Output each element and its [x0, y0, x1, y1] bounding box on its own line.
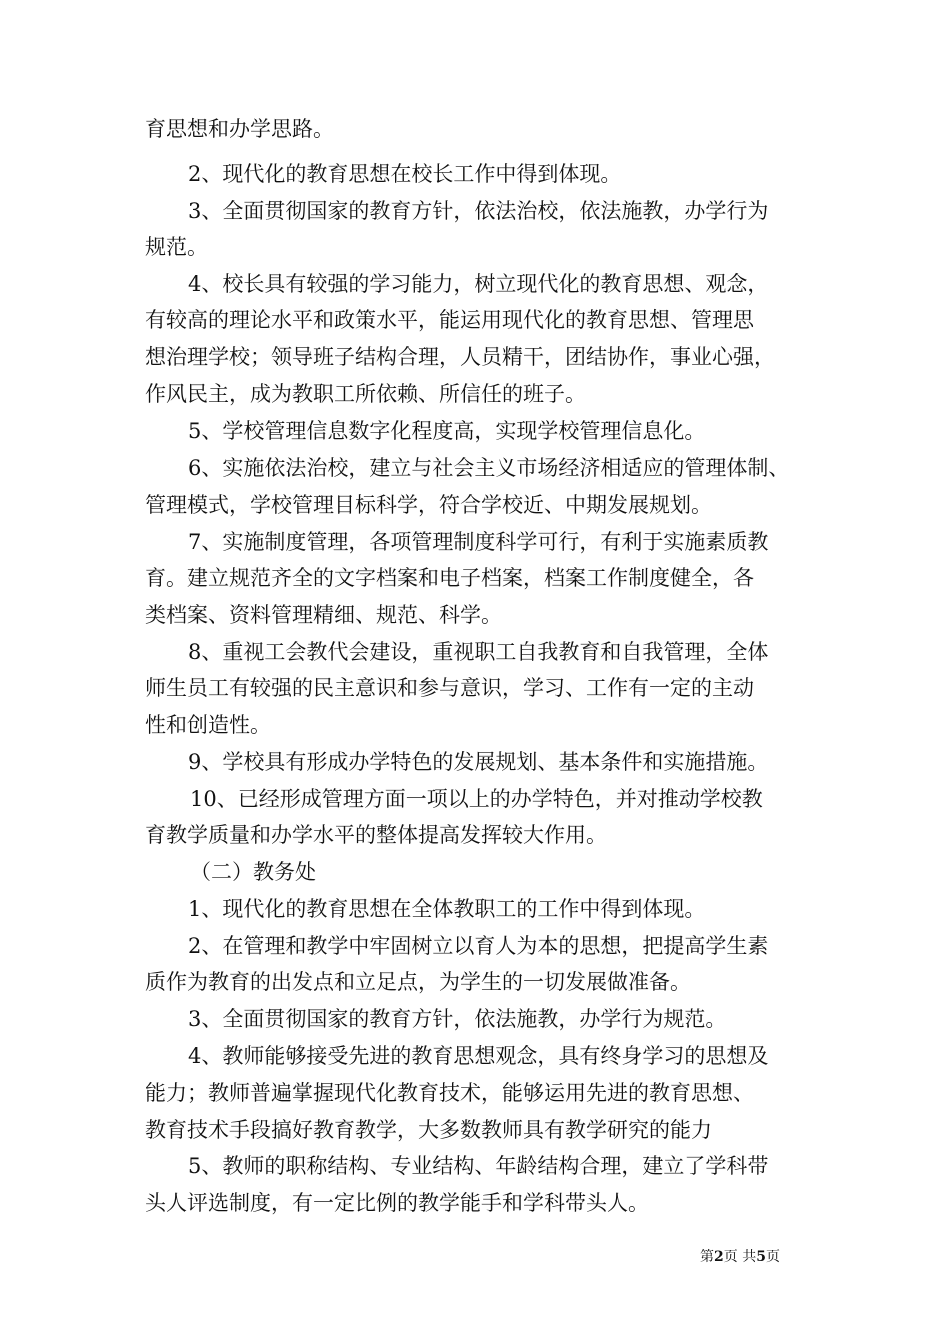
text-line: 6、实施依法治校，建立与社会主义市场经济相适应的管理体制、: [188, 456, 790, 480]
text-line: 教育技术手段搞好教育教学，大多数教师具有教学研究的能力: [145, 1118, 712, 1142]
text-line: 育思想和办学思路。: [145, 117, 334, 141]
text-line: 1、现代化的教育思想在全体教职工的工作中得到体现。: [188, 897, 706, 921]
text-line: 7、实施制度管理，各项管理制度科学可行，有利于实施素质教: [188, 530, 769, 554]
text-line: 性和创造性。: [145, 713, 271, 737]
page-footer: [700, 1248, 780, 1266]
footer-middle: 页 共: [723, 1249, 757, 1265]
footer-total-pages: 5: [756, 1249, 766, 1265]
text-line: 质作为教育的出发点和立足点，为学生的一切发展做准备。: [145, 970, 691, 994]
text-line: 3、全面贯彻国家的教育方针，依法施教，办学行为规范。: [188, 1007, 727, 1031]
text-line: 有较高的理论水平和政策水平，能运用现代化的教育思想、管理思: [145, 308, 754, 332]
text-line: 2、现代化的教育思想在校长工作中得到体现。: [188, 162, 622, 186]
footer-page-number: 2: [714, 1249, 724, 1265]
text-line: 9、学校具有形成办学特色的发展规划、基本条件和实施措施。: [188, 750, 769, 774]
text-line: 头人评选制度，有一定比例的教学能手和学科带头人。: [145, 1191, 649, 1215]
text-line: 类档案、资料管理精细、规范、科学。: [145, 603, 502, 627]
text-line: 10、已经形成管理方面一项以上的办学特色，并对推动学校教: [190, 787, 763, 811]
text-line: 3、全面贯彻国家的教育方针，依法治校，依法施教，办学行为: [188, 199, 769, 223]
text-line: 能力；教师普遍掌握现代化教育技术，能够运用先进的教育思想、: [145, 1081, 754, 1105]
text-line: 想治理学校；领导班子结构合理，人员精干，团结协作，事业心强，: [145, 345, 775, 369]
text-line: 育教学质量和办学水平的整体提高发挥较大作用。: [145, 823, 607, 847]
text-line: 8、重视工会教代会建设，重视职工自我教育和自我管理，全体: [188, 640, 769, 664]
text-line: 师生员工有较强的民主意识和参与意识，学习、工作有一定的主动: [145, 676, 754, 700]
footer-suffix: 页: [765, 1249, 780, 1265]
text-line: 5、教师的职称结构、专业结构、年龄结构合理，建立了学科带: [188, 1154, 769, 1178]
footer-prefix: 第: [700, 1249, 714, 1265]
text-line: 作风民主，成为教职工所依赖、所信任的班子。: [145, 382, 586, 406]
text-line: 育。建立规范齐全的文字档案和电子档案，档案工作制度健全，各: [145, 566, 754, 590]
section-heading: （二）教务处: [190, 860, 316, 884]
text-line: 4、校长具有较强的学习能力，树立现代化的教育思想、观念，: [188, 272, 769, 296]
text-line: 5、学校管理信息数字化程度高，实现学校管理信息化。: [188, 419, 706, 443]
text-line: 4、教师能够接受先进的教育思想观念，具有终身学习的思想及: [188, 1044, 769, 1068]
text-line: 2、在管理和教学中牢固树立以育人为本的思想，把提高学生素: [188, 934, 769, 958]
text-line: 管理模式，学校管理目标科学，符合学校近、中期发展规划。: [145, 493, 712, 517]
text-line: 规范。: [145, 235, 208, 259]
